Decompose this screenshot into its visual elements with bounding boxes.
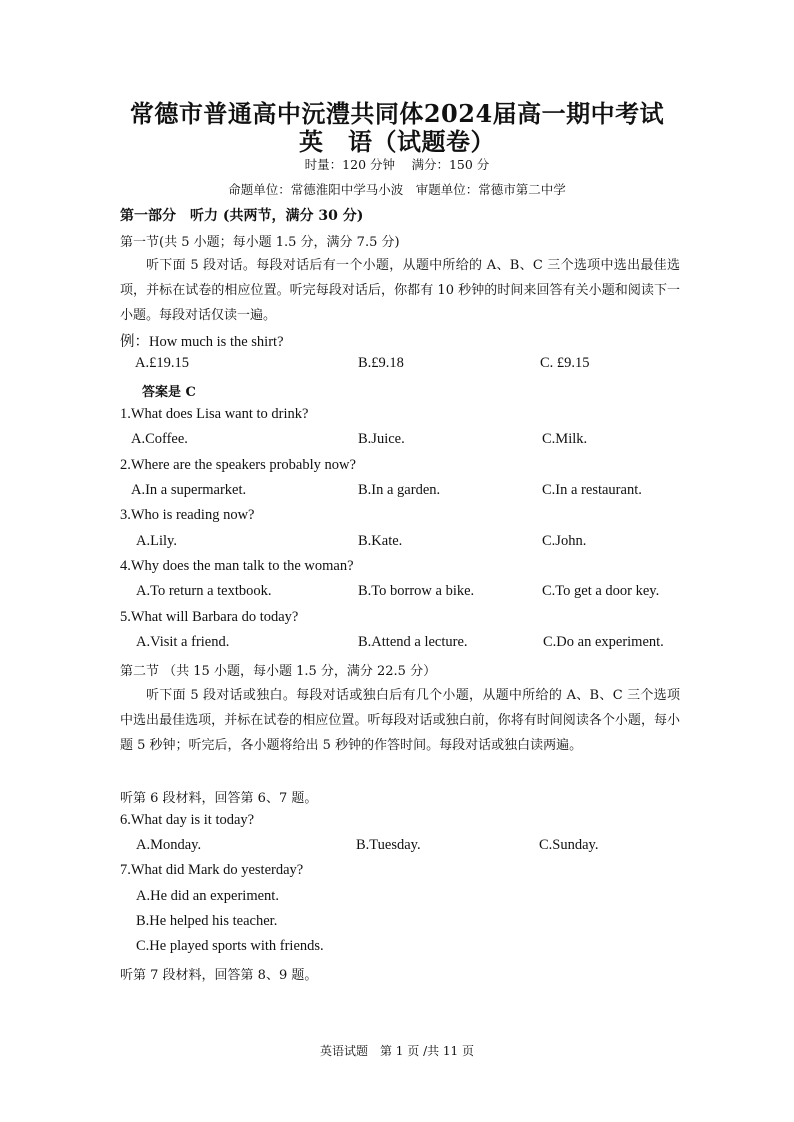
question-5: 5.What will Barbara do today? (120, 609, 299, 625)
section2-heading: 第二节 （共 15 小题，每小题 1.5 分，满分 22.5 分） (120, 664, 437, 679)
example-option-b: B.£9.18 (358, 355, 404, 371)
q1-option-c: C.Milk. (542, 431, 588, 447)
q5-option-c: C.Do an experiment. (543, 634, 664, 650)
subject-title: 英 语（试题卷） (299, 127, 495, 156)
exam-title: 常德市普通高中沅澧共同体2024届高一期中考试 (129, 99, 665, 128)
q4-option-a: A.To return a textbook. (136, 583, 272, 599)
q2-option-a: A.In a supermarket. (131, 482, 247, 498)
q7-option-a: A.He did an experiment. (136, 888, 279, 904)
question-7: 7.What did Mark do yesterday? (120, 862, 304, 878)
example-answer: 答案是 C (142, 385, 196, 400)
question-6: 6.What day is it today? (120, 812, 255, 828)
section1-heading: 第一节(共 5 小题；每小题 1.5 分，满分 7.5 分) (120, 235, 400, 250)
q5-option-a: A.Visit a friend. (136, 634, 230, 650)
q1-option-b: B.Juice. (358, 431, 405, 447)
q3-option-c: C.John. (542, 533, 587, 549)
q6-option-c: C.Sunday. (539, 837, 599, 853)
example-option-a: A.£19.15 (135, 355, 189, 371)
time-info: 时量：120 分钟 满分：150 分 (304, 157, 490, 172)
q1-option-a: A.Coffee. (131, 431, 188, 447)
q4-option-c: C.To get a door key. (542, 583, 660, 599)
example-option-c: C. £9.15 (540, 355, 590, 371)
q3-option-b: B.Kate. (358, 533, 403, 549)
question-3: 3.Who is reading now? (120, 507, 255, 523)
q6-option-a: A.Monday. (136, 837, 202, 853)
q4-option-b: B.To borrow a bike. (358, 583, 475, 599)
q7-option-c: C.He played sports with friends. (136, 938, 324, 954)
q6-option-b: B.Tuesday. (356, 837, 421, 853)
part1-heading: 第一部分 听力 (共两节，满分 30 分) (120, 208, 364, 224)
q5-option-b: B.Attend a lecture. (358, 634, 468, 650)
page-footer: 英语试题 第 1 页 /共 11 页 (319, 1044, 475, 1058)
question-1: 1.What does Lisa want to drink? (120, 406, 309, 422)
section1-instructions: 听下面 5 段对话。每段对话后有一个小题，从题中所给的 A、B、C 三个选项中选出最佳选项，并标在试卷的相应位置。听完每段对话后，你都有 10 秒钟的时间来回答有关小题和阅读下一小题。每段对话仅读一遍。 (120, 258, 680, 323)
material-6-note: 听第 6 段材料，回答第 6、7 题。 (120, 791, 318, 806)
section2-instructions: 听下面 5 段对话或独白。每段对话或独白后有几个小题，从题中所给的 A、B、C 三个选项中选出最佳选项，并标在试卷的相应位置。听每段对话或独白前，你将有时间阅读各个小题，每小题 5 秒钟；听完后，各小题将给出 5 秒钟的作答时间。每段对话或独白读两遍。 (120, 688, 680, 753)
q2-option-b: B.In a garden. (358, 482, 441, 498)
units-info: 命题单位：常德淮阳中学马小波 审题单位：常德市第二中学 (228, 182, 566, 197)
material-7-note: 听第 7 段材料，回答第 8、9 题。 (120, 968, 318, 983)
example-question: 例：How much is the shirt? (120, 334, 284, 350)
q3-option-a: A.Lily. (136, 533, 177, 549)
q7-option-b: B.He helped his teacher. (136, 913, 278, 929)
question-4: 4.Why does the man talk to the woman? (120, 558, 354, 574)
q2-option-c: C.In a restaurant. (542, 482, 642, 498)
question-2: 2.Where are the speakers probably now? (120, 457, 356, 473)
